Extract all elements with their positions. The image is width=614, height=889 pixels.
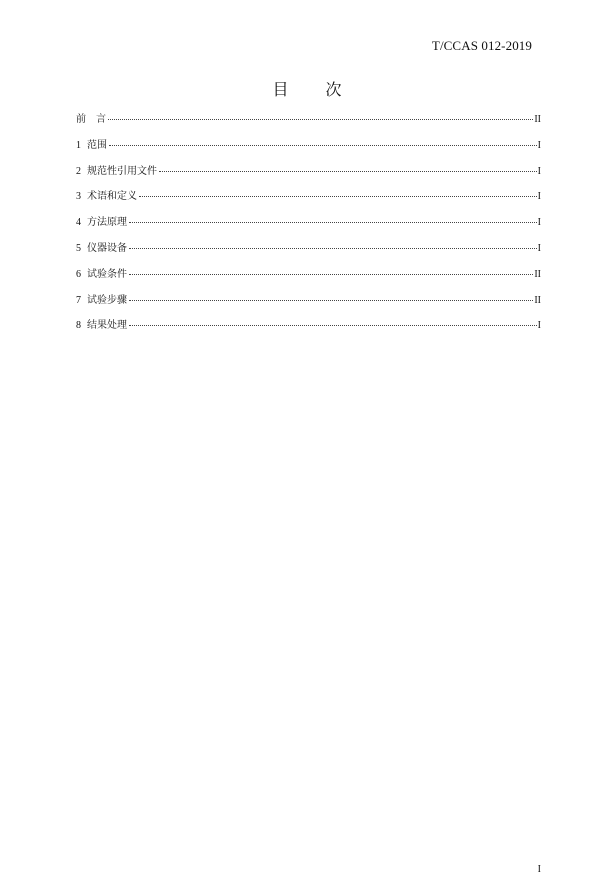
toc-entry-number: 7 (76, 294, 81, 306)
toc-entry-number: 6 (76, 268, 81, 280)
toc-entry-number: 3 (76, 191, 81, 203)
toc-entry-number: 1 (76, 139, 81, 151)
toc-entry-label (76, 187, 137, 202)
dot-leader (129, 274, 533, 275)
toc-entry-title: 方法原理 (87, 217, 127, 229)
toc-entry-title: 试验条件 (87, 268, 127, 280)
toc-entry-number: 5 (76, 242, 81, 254)
dot-leader (109, 145, 537, 146)
toc-entry-title: 范围 (87, 139, 107, 151)
toc-entry-test-procedure[interactable] (76, 291, 541, 317)
toc-entry-number: 8 (76, 320, 81, 332)
toc-entry-label (76, 265, 127, 280)
toc-entry-label (76, 162, 157, 177)
page-number: I (537, 864, 541, 875)
toc-entry-label (76, 110, 106, 125)
dot-leader (129, 222, 537, 223)
toc-entry-method-principle[interactable] (76, 213, 541, 239)
dot-leader (159, 171, 537, 172)
toc-entry-label (76, 291, 127, 306)
toc-entry-title: 规范性引用文件 (87, 165, 157, 177)
document-code: T/CCAS 012-2019 (431, 38, 532, 53)
toc-entry-label (76, 136, 107, 151)
toc-entry-normative-references[interactable] (76, 162, 541, 188)
toc-entry-page: I (537, 320, 541, 332)
dot-leader (129, 325, 537, 326)
dot-leader (108, 119, 533, 120)
toc-entry-terms-definitions[interactable] (76, 187, 541, 213)
toc-entry-page: I (537, 165, 541, 177)
toc-entry-number: 4 (76, 217, 81, 229)
toc-entry-title: 结果处理 (87, 320, 127, 332)
dot-leader (129, 248, 537, 249)
toc-entry-page: II (534, 294, 541, 306)
toc-entry-scope[interactable] (76, 136, 541, 162)
toc-entry-page: I (537, 217, 541, 229)
toc-title: 目 次 (272, 80, 342, 99)
toc-entry-title: 术语和定义 (87, 191, 137, 203)
toc-entry-title: 试验步骤 (87, 294, 127, 306)
toc-entry-page: I (537, 242, 541, 254)
toc-entry-foreword[interactable] (76, 110, 541, 136)
toc-entry-number: 2 (76, 165, 81, 177)
toc-entry-results-processing[interactable] (76, 316, 541, 342)
toc-entry-page: II (534, 268, 541, 280)
toc-entry-test-conditions[interactable] (76, 265, 541, 291)
toc-entry-label (76, 239, 127, 254)
toc-entry-apparatus[interactable] (76, 239, 541, 265)
toc-entry-title: 仪器设备 (87, 242, 127, 254)
dot-leader (139, 196, 537, 197)
table-of-contents (76, 110, 541, 342)
toc-entry-page: II (534, 114, 541, 125)
dot-leader (129, 300, 533, 301)
toc-entry-title: 前 言 (76, 114, 106, 125)
toc-entry-page: I (537, 191, 541, 203)
toc-entry-label (76, 316, 127, 331)
toc-entry-label (76, 213, 127, 228)
toc-entry-page: I (537, 139, 541, 151)
